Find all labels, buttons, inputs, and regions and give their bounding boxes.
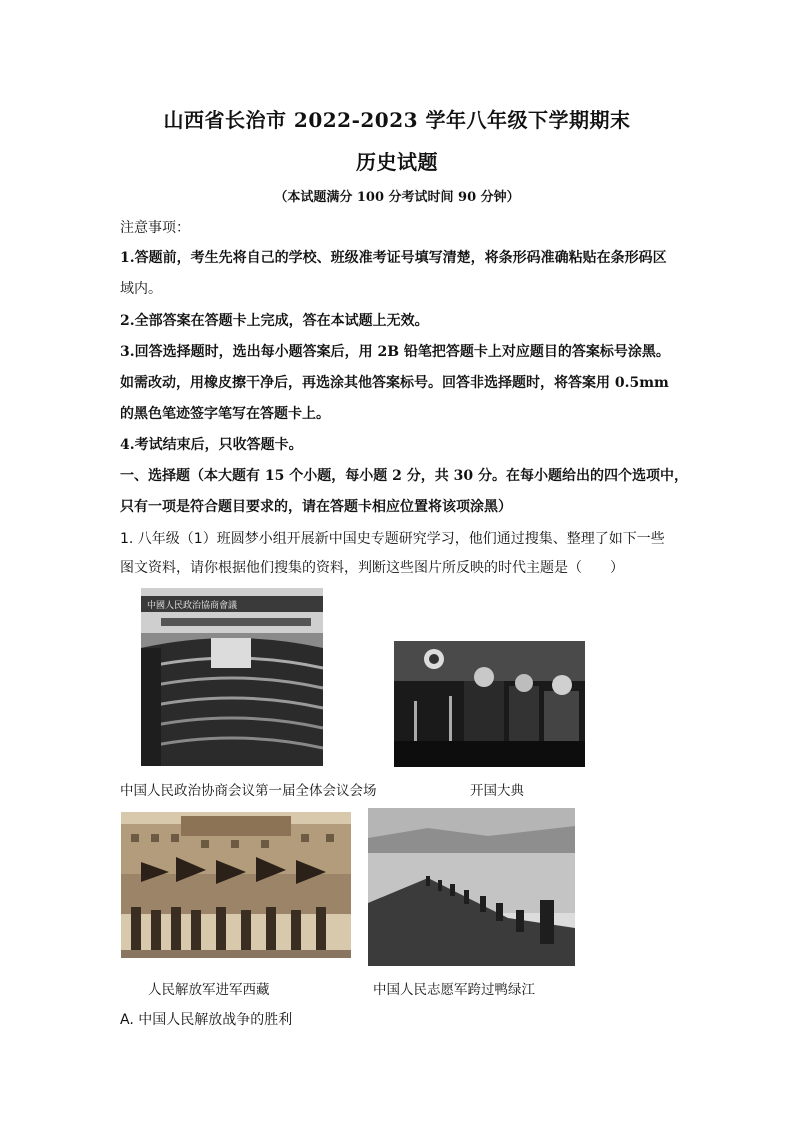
exam-title: 山西省长治市 2022-2023 学年八年级下学期期末	[163, 108, 631, 132]
note-2: 2.全部答案在答题卡上完成，答在本试题上无效。	[120, 313, 429, 329]
note-1b: 域内。	[120, 281, 162, 297]
note-3c: 的黑色笔迹签字笔写在答题卡上。	[120, 406, 330, 422]
question-1-stem-a: 1. 八年级（1）班圆梦小组开展新中国史专题研究学习，他们通过搜集、整理了如下一些	[120, 531, 665, 547]
photo-cpv-yalu	[368, 808, 575, 966]
section-heading-a: 一、选择题（本大题有 15 个小题，每小题 2 分，共 30 分。在每小题给出的四个选项中，	[120, 468, 688, 484]
exam-subtitle: （本试题满分 100 分考试时间 90 分钟）	[274, 190, 520, 205]
caption-cppcc: 中国人民政治协商会议第一届全体会议会场	[120, 783, 377, 799]
note-3b: 如需改动，用橡皮擦干净后，再选涂其他答案标号。回答非选择题时，将答案用 0.5mm	[120, 375, 669, 391]
caption-cpv-yalu: 中国人民志愿军跨过鸭绿江	[373, 982, 535, 998]
note-1a: 1.答题前，考生先将自己的学校、班级准考证号填写清楚，将条形码准确粘贴在条形码区	[120, 250, 667, 266]
note-4: 4.考试结束后，只收答题卡。	[120, 437, 303, 453]
option-a[interactable]: A. 中国人民解放战争的胜利	[120, 1012, 293, 1028]
caption-pla-tibet: 人民解放军进军西藏	[148, 982, 270, 998]
exam-subject: 历史试题	[356, 150, 438, 174]
photo-founding-ceremony	[394, 641, 585, 767]
question-1-stem-b: 图文资料，请你根据他们搜集的资料，判断这些图片所反映的时代主题是（ ）	[120, 560, 624, 576]
section-heading-b: 只有一项是符合题目要求的，请在答题卡相应位置将该项涂黑）	[120, 499, 512, 515]
photo-pla-tibet	[121, 812, 351, 958]
notes-heading: 注意事项：	[120, 220, 190, 236]
banner-text: 中國人民政治協商會議	[147, 601, 238, 611]
caption-founding-ceremony: 开国大典	[470, 783, 524, 799]
photo-cppcc-hall	[141, 588, 323, 766]
note-3a: 3.回答选择题时，选出每小题答案后，用 2B 铅笔把答题卡上对应题目的答案标号涂黑。	[120, 344, 670, 360]
